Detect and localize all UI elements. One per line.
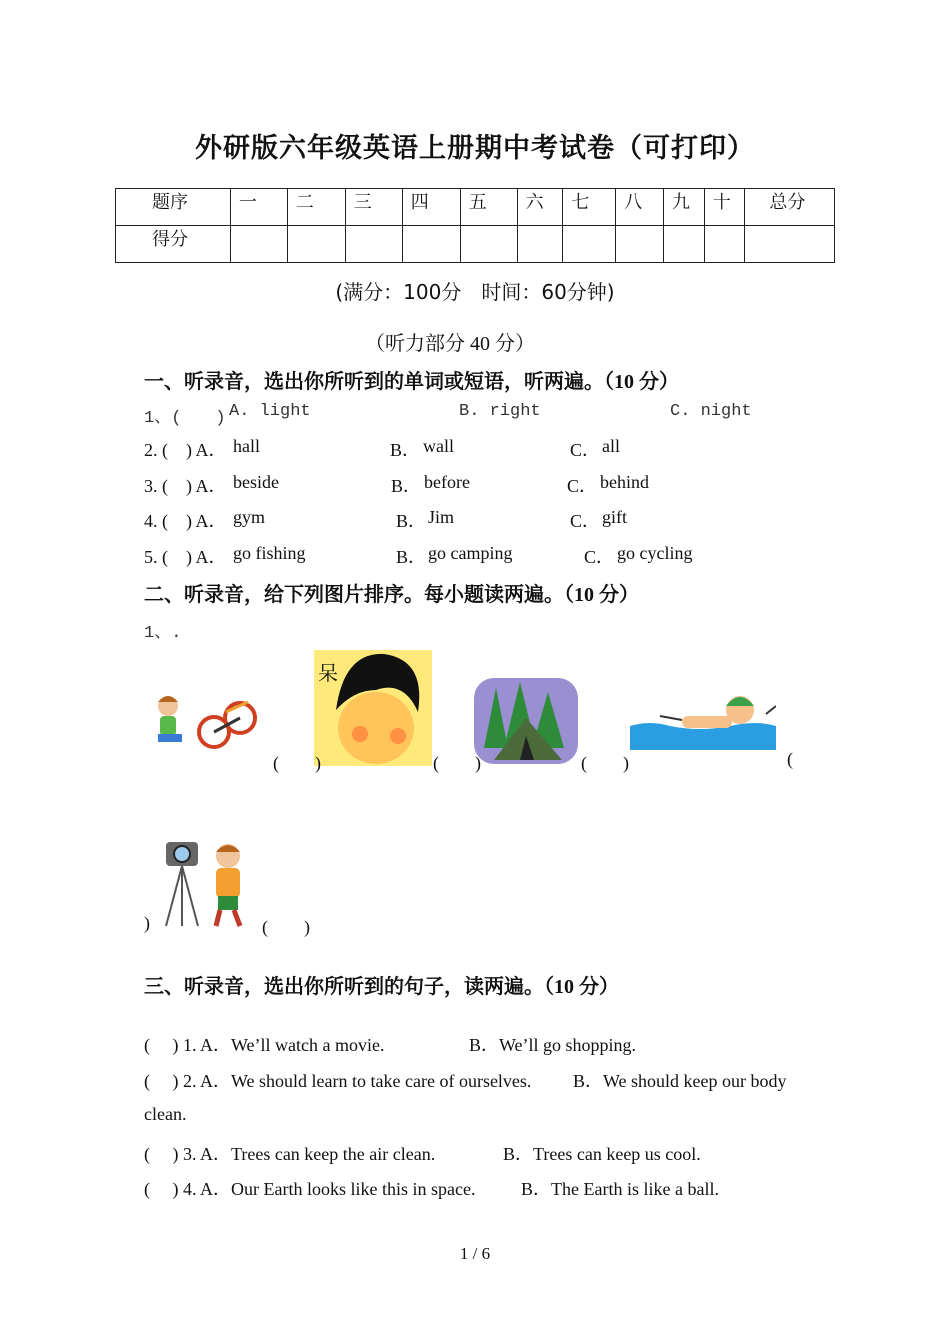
answer-blank[interactable]: ( ) <box>262 917 310 937</box>
q5-option-c-label: C． <box>584 547 615 567</box>
page-number: 1 / 6 <box>459 1244 491 1263</box>
table-cell: 二 <box>287 189 345 226</box>
q2-number: 2. ( ) A． <box>144 440 227 460</box>
s3-q1-option-a: ( ) 1. A．We’ll watch a movie. <box>144 1035 385 1055</box>
boy-bicycle-picture <box>148 688 266 760</box>
q5-option-a: go fishing <box>233 543 306 563</box>
s3-q3-option-a: ( ) 3. A．Trees can keep the air clean. <box>144 1144 436 1164</box>
q5-option-b-label: B． <box>396 547 427 567</box>
answer-blank[interactable]: ( ) <box>273 753 321 773</box>
table-cell: 八 <box>616 189 664 226</box>
tripod-shape <box>166 866 198 926</box>
q4-number: 4. ( ) A． <box>144 511 227 531</box>
table-cell: 七 <box>563 189 616 226</box>
table-cell: 九 <box>664 189 705 226</box>
face-shape <box>338 692 414 764</box>
q5-option-b: go camping <box>428 543 513 563</box>
q2-option-c: all <box>602 436 620 456</box>
s3-q2-option-b: B．We should keep our body <box>573 1071 787 1091</box>
s3-q4-option-a: ( ) 4. A．Our Earth looks like this in space. <box>144 1179 476 1199</box>
score-input-cell[interactable] <box>345 226 402 263</box>
q3-option-c: behind <box>600 472 649 492</box>
answer-blank-close[interactable]: ) <box>144 913 150 933</box>
score-input-cell[interactable] <box>664 226 705 263</box>
q4-option-b: Jim <box>428 507 455 527</box>
q1-number: 1、( ) <box>144 409 226 428</box>
table-cell: 四 <box>402 189 460 226</box>
table-cell: 总分 <box>745 189 835 226</box>
s3-q2-option-a: ( ) 2. A．We should learn to take care of ourselves. <box>144 1071 532 1091</box>
q1-option-b: B. right <box>459 402 541 421</box>
table-cell: 得分 <box>116 226 231 263</box>
score-input-cell[interactable] <box>230 226 287 263</box>
boy-face-picture <box>314 650 432 766</box>
shirt-shape <box>160 716 176 736</box>
q4-option-c: gift <box>602 507 627 527</box>
score-input-cell[interactable] <box>287 226 345 263</box>
score-input-cell[interactable] <box>704 226 745 263</box>
q1-option-c: C. night <box>670 402 752 421</box>
hair-shape <box>158 696 178 702</box>
answer-blank-open[interactable]: ( <box>787 749 793 769</box>
shirt-shape <box>216 868 240 898</box>
q4-option-b-label: B． <box>396 511 427 531</box>
photographer-picture <box>160 836 260 928</box>
score-input-cell[interactable] <box>563 226 616 263</box>
section2-heading: 二、听录音，给下列图片排序。每小题读两遍。（10 分） <box>144 584 639 606</box>
svg-text:呆: 呆 <box>318 661 338 685</box>
s3-q1-option-b: B．We’ll go shopping. <box>469 1035 637 1055</box>
q2-option-b: wall <box>423 436 454 456</box>
q3-option-c-label: C． <box>567 476 598 496</box>
q5-number: 5. ( ) A． <box>144 547 227 567</box>
answer-blank[interactable]: ( ) <box>581 753 629 773</box>
tent-picture <box>474 678 578 764</box>
q2-option-b-label: B． <box>390 440 421 460</box>
q2-option-c-label: C． <box>570 440 601 460</box>
score-input-cell[interactable] <box>745 226 835 263</box>
q5-option-c: go cycling <box>617 543 693 563</box>
q4-option-c-label: C． <box>570 511 601 531</box>
q4-option-a: gym <box>233 507 266 527</box>
answer-blank[interactable]: ( ) <box>433 753 481 773</box>
section2-subnumber: 1、. <box>144 624 182 643</box>
exam-meta: (满分：100分 时间：60分钟) <box>335 280 615 304</box>
score-table-header-row <box>116 189 835 226</box>
swimming-picture <box>630 686 776 754</box>
s3-q3-option-b: B．Trees can keep us cool. <box>503 1144 701 1164</box>
q3-option-b: before <box>424 472 470 492</box>
score-table <box>115 188 835 263</box>
q1-option-a: A. light <box>229 402 311 421</box>
section1-heading: 一、听录音，选出你所听到的单词或短语，听两遍。（10 分） <box>144 371 679 393</box>
q3-option-a: beside <box>233 472 279 492</box>
score-input-cell[interactable] <box>402 226 460 263</box>
table-cell: 三 <box>345 189 402 226</box>
s3-q2-continuation: clean. <box>144 1104 187 1124</box>
listening-part-heading: （听力部分 40 分） <box>365 333 535 355</box>
score-table-score-row <box>116 226 835 263</box>
table-cell: 十 <box>704 189 745 226</box>
q3-number: 3. ( ) A． <box>144 476 227 496</box>
shorts-shape <box>158 734 182 742</box>
table-cell: 五 <box>460 189 517 226</box>
q3-option-b-label: B． <box>391 476 422 496</box>
s3-q4-option-b: B．The Earth is like a ball. <box>521 1179 719 1199</box>
score-input-cell[interactable] <box>460 226 517 263</box>
score-input-cell[interactable] <box>517 226 563 263</box>
table-cell: 一 <box>230 189 287 226</box>
table-cell: 六 <box>517 189 563 226</box>
score-input-cell[interactable] <box>616 226 664 263</box>
page-title: 外研版六年级英语上册期中考试卷（可打印） <box>195 133 755 163</box>
table-cell: 题序 <box>116 189 231 226</box>
q2-option-a: hall <box>233 436 260 456</box>
section3-heading: 三、听录音，选出你所听到的句子，读两遍。（10 分） <box>144 976 619 998</box>
swim-cap-shape <box>726 697 754 706</box>
